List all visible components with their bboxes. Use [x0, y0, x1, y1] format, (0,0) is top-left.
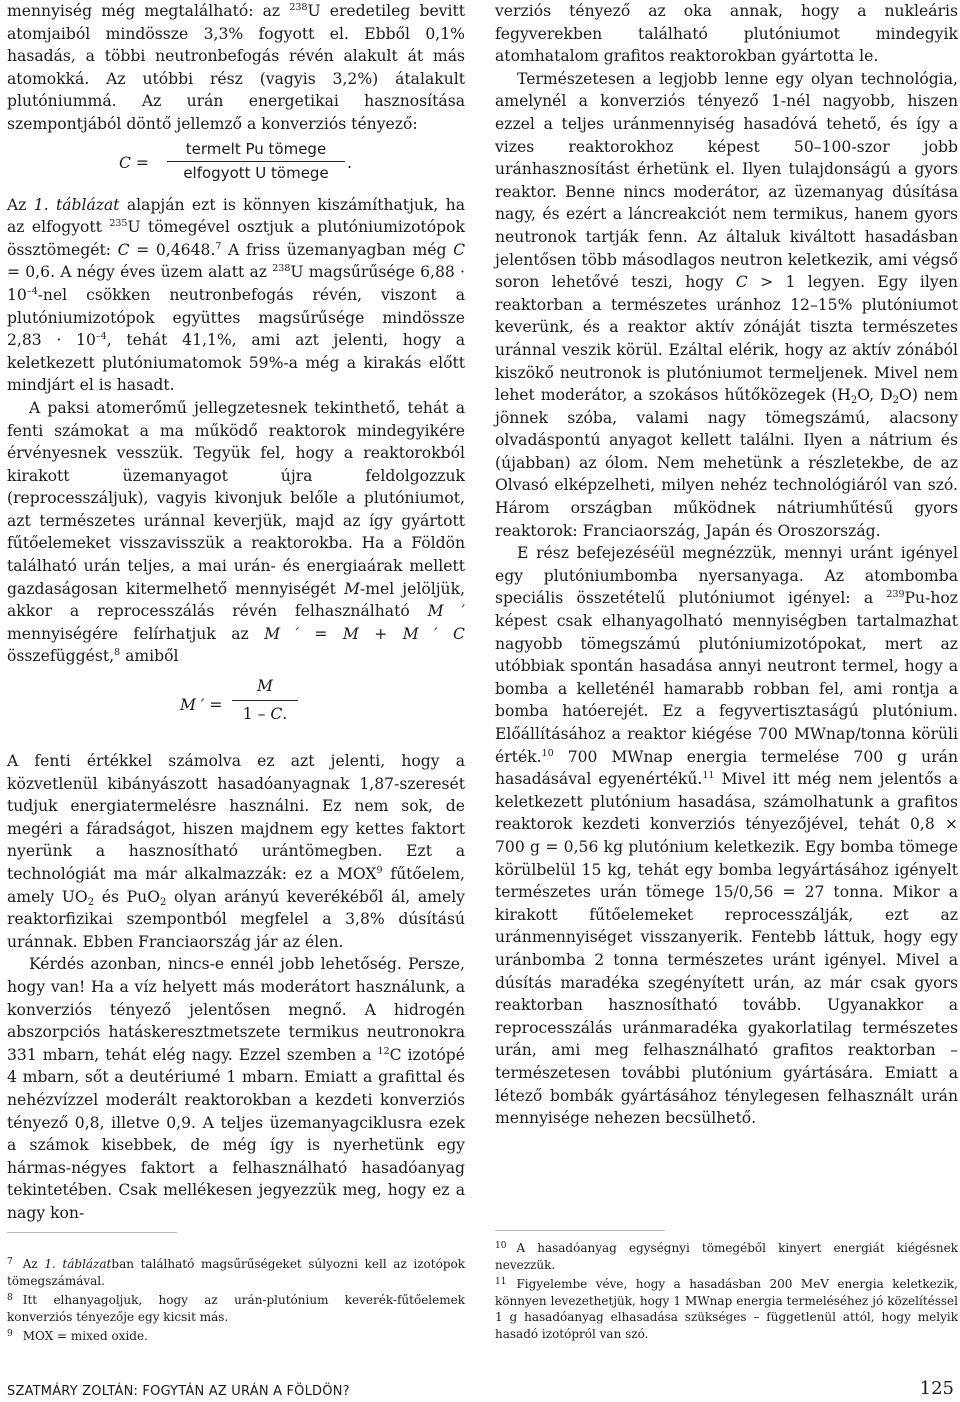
footnote: $^{11}$ Figyelembe véve, hogy a hasadásban 200 MeV energia keletkezik, könnyen levezethetjük, hogy 1 MWnap energia termeléséhez jó közelítéssel 1 g hasadóanyag elhasadása szükséges – függetlenül attól, hogy melyik hasadó izotópról van szó. — [495, 1277, 958, 1341]
running-title: SZATMÁRY ZOLTÁN: FOGYTÁN AZ URÁN A FÖLDÖN? — [7, 1384, 350, 1399]
paragraph: A paksi atomerőmű jellegzetesnek tekinthető, tehát a fenti számokat a ma működő reaktorok mindegyikére érvényesnek vesszük. Tegyük fel, hogy a reaktorokból kirakott üzemanyagot újra feldolgozzuk (reprocesszáljuk), vagyis kivonjuk belőle a plutóniumot, azt természetes uránnal keverjük, majd az így gyártott fűtőelemeket visszavisszük a reaktorokba. Ha a Földön található urán teljes, a mai urán- és energiaárak mellett gazdaságosan kitermelhető mennyiségét M-mel jelöljük, akkor a reprocesszálás révén felhasználható M ′ mennyiségére felírhatjuk az M ′ = M + M ′ C összefüggést,$^8$ amiből — [7, 398, 465, 666]
footnote-ref: 11 — [702, 770, 715, 782]
formula-denominator: elfogyott U tömege — [183, 163, 329, 182]
formula-fraction — [232, 674, 298, 727]
formula-numerator: M — [232, 674, 298, 701]
footnote-ref: 9 — [376, 865, 383, 876]
footnote: $^8$ Itt elhanyagoljuk, hogy az urán-plutónium keverék-fűtőelemek konverziós tényezője egy kicsit más. — [7, 1293, 465, 1324]
paragraph: Az 1. táblázat alapján ezt is könnyen kiszámíthatjuk, ha az elfogyott $^{235}$U tömegével osztjuk a plutóniumizotópok össztömegét: C = 0,4648.$^7$ A friss üzemanyagban még C = 0,6. A négy éves üzem alatt az $^{238}$U magsűrűsége $6,88 \cdot 10^{-4}$-nel csökken neutronbefogás révén, viszont a plutóniumizotópok együttes magsűrűsége mindössze $2,83 \cdot 10^{-4}$, tehát 41,1%, ami azt jelenti, hogy a keletkezett plutóniumatomok 59%-a még a kirakás előtt mindjárt el is hasadt. — [7, 195, 466, 395]
right-column — [495, 0, 958, 1130]
page-number: 125 — [919, 1378, 954, 1399]
left-column — [7, 0, 465, 1225]
footnote: $^7$ Az 1. táblázatban található magsűrűségeket súlyozni kell az izotópok tömegszámával. — [7, 1257, 465, 1288]
paragraph: A fenti értékkel számolva ez azt jelenti, hogy a közvetlenül kibányászott hasadóanyagnak 1,87-szeresét tudjuk energiatermelésre használni. Ez nem sok, de megéri a fáradságot, hiszen majdnem egy kettes faktort nyerünk a hasznosítható urántömegben. Ezt a technológiát ma már alkalmazzák: ez a MOX$^9$ fűtőelem, amely $UO_2$ és PuO$_2$ olyan arányú keverékéből ál, amely reaktorfizikai szempontból megfelel a 3,8% dúsítású uránnak. Ebben Franciaország jár az élen. — [7, 752, 465, 951]
paragraph: E rész befejezéséül megnézzük, mennyi uránt igényel egy plutóniumbomba nyersanyaga. Az atombomba speciális összetételű plutóniumot igényel: a $^{239}$Pu-hoz képest csak elhanyagolható mennyiségben tartalmazhat nagyobb tömegszámú plutóniumizotópokat, mert az utóbbiak spontán hasadása annyi neutront termel, hogy a bomba a kelleténél hamarabb robban fel, ami rontja a bomba hatóerejét. Ez a fegyvertisztaságú plutónium. Előállításához a reaktor kiégése 700 MWnap/tonna körüli érték.$^{10}$ 700 MWnap energia termelése 700 g urán hasadásával egyenértékű.$^{11}$ Mivel itt még nem jelentős a keletkezett plutónium hasadása, számolhatunk a grafitos reaktorok kezdeti konverziós tényezőjével, tehát 0,8 × 700 g = 0,56 kg plutónium keletkezik. Egy bomba tömege körülbelül 15 kg, tehát egy bomba legyártásához igényelt természetes urán tömege 15/0,56 = 27 tonna. Mikor a kirakott fűtőelemeket reprocesszálják, ezt az uránmennyiséget visszanyerik. Fentebb láttuk, hogy egy uránbomba 2 tonna természetes uránt igényel. Mivel a dúsítás maradéka szegényített urán, az már csak gyors reaktorban hasznosítható tovább. Ugyanakkor a reprocesszálás uránmaradéka gyakorlatilag természetes urán, ami meg felhasználható grafitos reaktorban – természetesen további plutónium gyártására. Emiatt a létező bombák gyártásához ténylegesen felhasznált urán mennyisége nehezen becsülhető. — [495, 544, 959, 1128]
reprocessing-formula — [7, 674, 465, 746]
footnote: $^9$ MOX = mixed oxide. — [7, 1329, 148, 1343]
footnote-ref: 10 — [541, 747, 554, 759]
paragraph: Kérdés azonban, nincs-e ennél jobb lehetőség. Persze, hogy van! Ha a víz helyett más moderátort használunk, a konverziós tényező jelentősen megnő. A hidrogén abszorpciós hatáskeresztmetszete termikus neutronokra 331 mbarn, tehát elég nagy. Ezzel szemben a $^{12}$C izotópé 4 mbarn, sőt a deutériumé 1 mbarn. Emiatt a grafittal és nehézvízzel moderált reaktorokban a kezdeti konverziós tényező 0,8, illetve 0,9. A teljes üzemanyagciklusra ezek a számok kisebbek, de még így is nyerhetünk egy hármas-négyes faktort a felhasználható hasadóanyag tekintetében. Csak mellékesen jegyezzük meg, hogy ez a nagy kon- — [7, 955, 465, 1222]
formula-numerator: termelt Pu tömege — [167, 138, 345, 162]
paragraph: verziós tényező az oka annak, hogy a nukleáris fegyverekben található plutóniumot mindegyik atomhatalom grafitos reaktorokban gyártotta le. — [495, 2, 958, 66]
footnotes-left — [7, 1256, 465, 1348]
formula-lhs: C = — [119, 153, 149, 172]
formula-denominator: 1 – C. — [242, 705, 288, 724]
footnote-ref: 8 — [114, 647, 121, 659]
footnote-divider — [495, 1230, 665, 1231]
footnotes-right — [495, 1240, 958, 1345]
table-reference: 1. táblázat — [33, 195, 120, 214]
footnote-ref: 7 — [215, 240, 222, 252]
footnote: $^{10}$ A hasadóanyag egységnyi tömegéből kinyert energiát kiégésnek nevezzük. — [495, 1241, 958, 1272]
paragraph: Természetesen a legjobb lenne egy olyan technológia, amelynél a konverziós tényező 1-nél nagyobb, hiszen ezzel a teljes uránmennyiség hasadóvá tehető, és így a vizes reaktorokhoz képest 50–100-szor jobb uránhasznosítást érhetünk el. Ilyen tulajdonságú a gyors reaktor. Benne nincs moderátor, az üzemanyag dúsítása nagy, és ezért a láncreakciót nem termikus, hanem gyors neutronok tartják fenn. Az általuk kiváltott hasadásban jelentősen több másodlagos neutron keletkezik, ami végső soron lehetővé teszi, hogy C > 1 legyen. Egy ilyen reaktorban a természetes uránhoz 12–15% plutóniumot keverünk, és a reaktor aktív zónáját tiszta természetes uránnal veszik körül. Ezáltal elérik, hogy az aktív zónából kiszökő neutronok is plutóniumot termeljenek. Mivel nem lehet moderátor, a szokásos hűtőközegek ($H_2O$, $D_2O$) nem jönnek szóba, valami nagy tömegszámú, alacsony olvadáspontú anyagot kellett találni. Ilyen a nátrium és (újabban) az ólom. Nem mehetünk a részletekbe, de az Olvasó elképzelheti, milyen nehéz technológiáról van szó. Három országban működnek nátriumhűtésű gyors reaktorok: Franciaország, Japán és Oroszország. — [495, 69, 959, 540]
paragraph: mennyiség még megtalálható: az $^{238}$U eredetileg bevitt atomjaiból mindössze 3,3% fogyott el. Ebből 0,1% hasadás, a többi neutronbefogás révén alakult át más atomokká. Az utóbbi rész (vagyis 3,2%) átalakult plutóniummá. Az urán energetikai hasznosítása szempontjából döntő jellemző a konverziós tényező: — [7, 2, 466, 133]
formula-fraction — [167, 138, 345, 184]
formula-lhs: M ′ = — [180, 696, 223, 715]
conversion-factor-formula: C = termelt Pu tömege elfogyott U tömege . — [119, 139, 352, 182]
footnote-divider — [7, 1232, 177, 1233]
